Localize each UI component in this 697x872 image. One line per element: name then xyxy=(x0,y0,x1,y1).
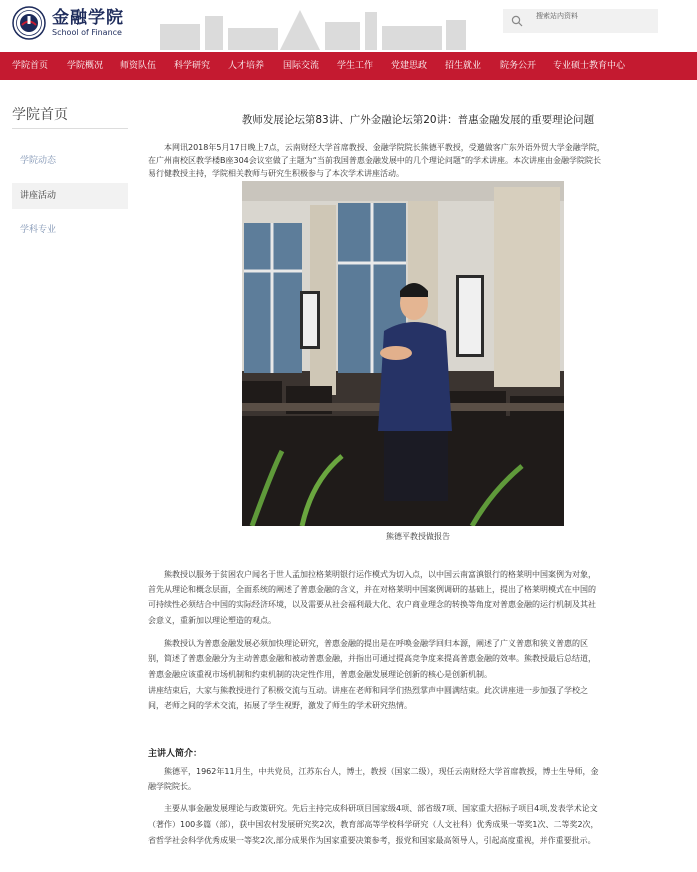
body-line: 间，老师之间的学术交流，拓展了学生视野，激发了师生的学术研究热情。 xyxy=(148,701,412,710)
speaker-line: 主要从事金融发展理论与政策研究。先后主持完成科研项目国家级4项、部省级7项、国家重大招标子项目4项,发表学术论文 xyxy=(164,804,598,813)
nav-item-admissions[interactable]: 招生就业 xyxy=(445,61,482,71)
nav-item-international[interactable]: 国际交流 xyxy=(283,61,320,71)
speaker-line: 省哲学社会科学优秀成果一等奖2次,部分成果作为国家重要决策参考，报党和国家最高领导人，引起高度重视，并作重要批示。 xyxy=(148,836,596,845)
speaker-line: 融学院院长。 xyxy=(148,782,196,791)
intro-line: 本网讯2018年5月17日晚上7点，云南财经大学首席教授、金融学院院长熊德平教授，受邀做客广东外语外贸大学金融学院， xyxy=(164,143,605,152)
body-line: 熊教授以服务于贫困农户闻名于世人孟加拉格莱明银行运作模式为切入点，以中国云南富滇银行的格莱明中国案例为对象， xyxy=(164,570,596,579)
search-box[interactable] xyxy=(503,9,658,33)
body-line: 别，简述了普惠金融分为主动普惠金融和被动普惠金融，并指出可通过提高竞争度来提高普惠金融的效率。熊教授最后总结道， xyxy=(148,654,596,663)
nav-item-party[interactable]: 党建思政 xyxy=(391,61,428,71)
speaker-heading: 主讲人简介： xyxy=(148,749,203,759)
nav-item-student-affairs[interactable]: 学生工作 xyxy=(337,61,374,71)
nav-item-affairs-public[interactable]: 院务公开 xyxy=(500,61,537,71)
sidebar-item-news[interactable]: 学院动态 xyxy=(20,156,57,166)
nav-item-education[interactable]: 人才培养 xyxy=(228,61,265,71)
body-line: 首先从理论和概念层面，全面系统的阐述了普惠金融的含义，并在对格莱明中国案例调研的基础上，提出了格莱明模式在中国的 xyxy=(148,585,596,594)
speaker-line: （著作）100多篇（部），获中国农村发展研究奖2次，教育部高等学校科学研究（人文社科）优秀成果一等奖1次、二等奖2次， xyxy=(148,820,599,829)
sidebar-item-disciplines[interactable]: 学科专业 xyxy=(20,225,57,235)
logo-chinese-name: 金融学院 xyxy=(52,7,124,28)
body-line: 普惠金融应该重视市场机制和约束机制的决定性作用，普惠金融发展理论创新的核心是创新机制。 xyxy=(148,670,492,679)
site-header xyxy=(0,0,697,52)
sidebar-title: 学院首页 xyxy=(12,107,68,123)
school-logo[interactable] xyxy=(12,6,124,40)
body-line: 会意义，重新加以理论塑造的观点。 xyxy=(148,616,276,625)
school-seal-icon xyxy=(12,6,46,40)
intro-line: 在广州南校区教学楼B座304会议室做了主题为“当前我国普惠金融发展中的几个理论问题”的学术讲座。本次讲座由金融学院院长 xyxy=(148,156,602,165)
search-icon[interactable] xyxy=(511,15,523,27)
nav-item-master-center[interactable]: 专业硕士教育中心 xyxy=(553,61,626,71)
sidebar-divider xyxy=(12,128,128,129)
nav-item-research[interactable]: 科学研究 xyxy=(174,61,211,71)
photo-caption: 熊德平教授做报告 xyxy=(386,532,450,541)
nav-item-home[interactable]: 学院首页 xyxy=(12,61,49,71)
lecture-photo xyxy=(242,181,564,526)
nav-item-faculty[interactable]: 师资队伍 xyxy=(120,61,157,71)
body-line: 熊教授认为普惠金融发展必须加快理论研究，普惠金融的提出是在呼唤金融学回归本源，阐述了广义普惠和狭义普惠的区 xyxy=(164,639,588,648)
body-line: 可持续性必须结合中国的实际经济环境，以及需要从社会福利最大化、农户商业理念的转换等角度对普惠金融的运行机制及其社 xyxy=(148,600,596,609)
logo-english-name: School of Finance xyxy=(52,27,122,37)
body-line: 讲座结束后，大家与熊教授进行了积极交流与互动。讲座在老师和同学们热烈掌声中圆满结束。此次讲座进一步加强了学校之 xyxy=(148,686,588,695)
main-nav xyxy=(0,52,697,80)
header-banner-artwork xyxy=(150,4,470,50)
nav-item-overview[interactable]: 学院概况 xyxy=(67,61,104,71)
search-input[interactable]: 搜索站内资料 xyxy=(536,12,578,20)
sidebar-item-lectures[interactable]: 讲座活动 xyxy=(12,183,128,209)
article-title: 教师发展论坛第83讲、广外金融论坛第20讲：普惠金融发展的重要理论问题 xyxy=(241,114,595,126)
intro-line: 易行健教授主持，学院相关教师与研究生积极参与了本次学术讲座活动。 xyxy=(148,169,404,178)
speaker-line: 熊德平，1962年11月生，中共党员，江苏东台人，博士，教授（国家二级），现任云南财经大学首席教授，博士生导师，金 xyxy=(164,767,599,776)
